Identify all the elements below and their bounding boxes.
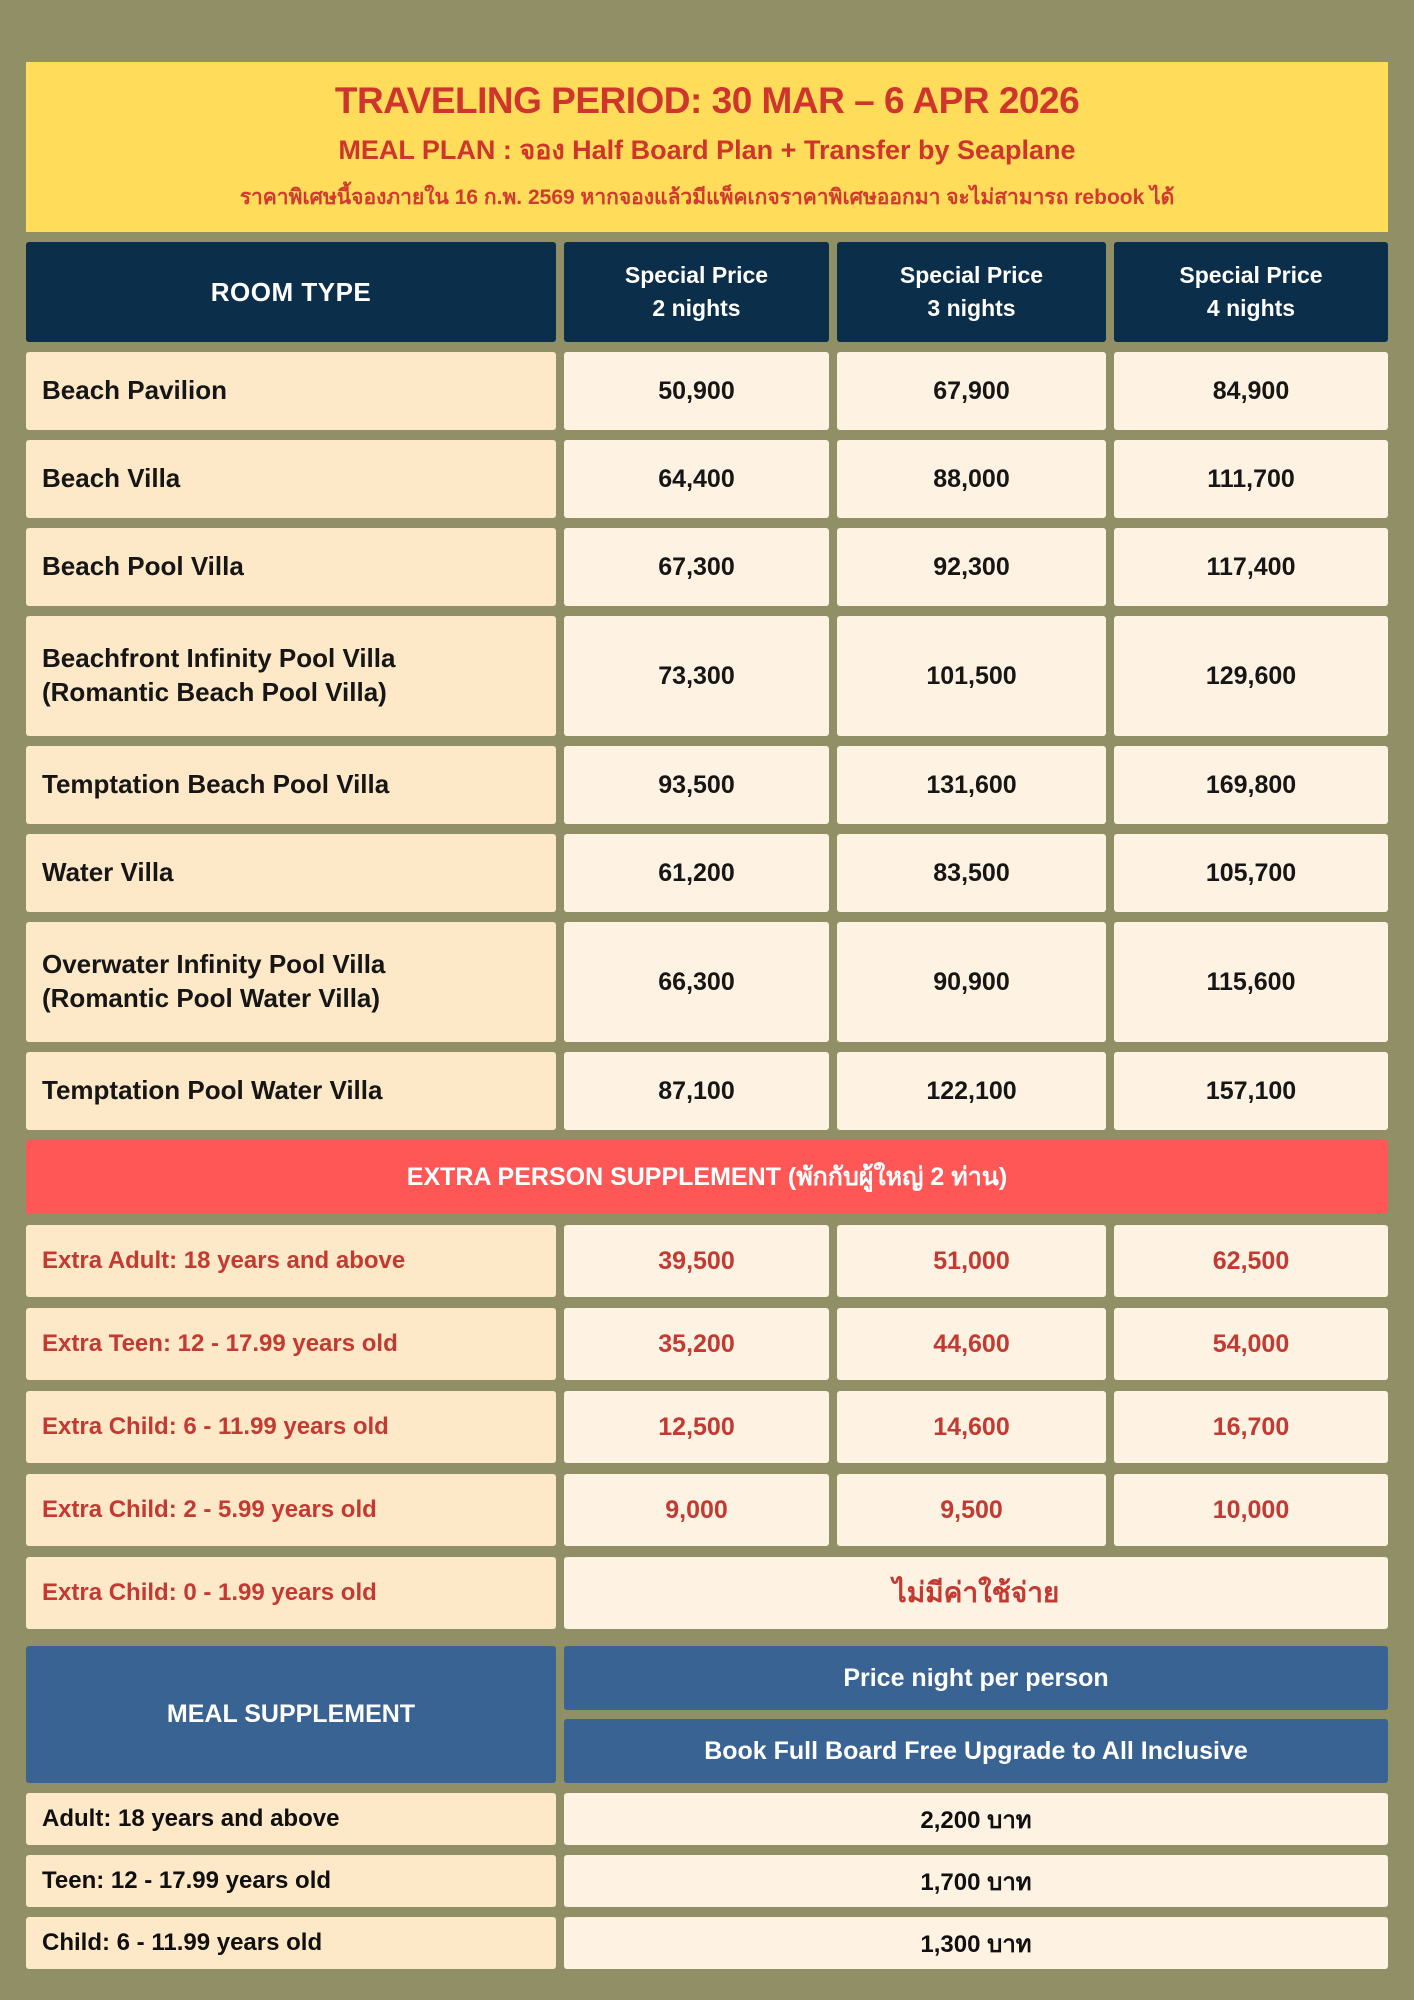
booking-condition-note: ราคาพิเศษนี้จองภายใน 16 ก.พ. 2569 หากจองแล้วมีแพ็คเกจราคาพิเศษออกมา จะไม่สามารถ rebook ได้: [239, 186, 1175, 209]
free-of-charge-cell: [564, 1557, 1388, 1629]
extra-price-cell: 51,000: [837, 1225, 1106, 1297]
extra-price-cell: 35,200: [564, 1308, 829, 1380]
meal-supplement-table: [26, 1793, 1388, 1969]
price-cell: 111,700: [1114, 440, 1388, 518]
price-cell: 64,400: [564, 440, 829, 518]
room-name: Temptation Beach Pool Villa: [42, 769, 390, 800]
price-cell: 169,800: [1114, 746, 1388, 824]
price-cell: 73,300: [564, 616, 829, 736]
room-name-cell: [26, 616, 556, 736]
room-name: Beach Villa: [42, 463, 181, 494]
free-of-charge-text: ไม่มีค่าใช้จ่าย: [892, 1577, 1060, 1608]
header-line-bottom: 4 nights: [1206, 295, 1296, 321]
extra-price-cell: 16,700: [1114, 1391, 1388, 1463]
header-line-bottom: 2 nights: [652, 295, 741, 321]
price-cell: 157,100: [1114, 1052, 1388, 1130]
room-name-cell: [26, 528, 556, 606]
meal-price-cell: 2,200 บาท: [564, 1793, 1388, 1845]
traveling-period-title: TRAVELING PERIOD: 30 MAR – 6 APR 2026: [334, 80, 1080, 121]
extra-label: Extra Child: 6 - 11.99 years old: [42, 1413, 389, 1440]
extra-person-banner-text: EXTRA PERSON SUPPLEMENT (พักกับผู้ใหญ่ 2 ท่าน): [406, 1163, 1008, 1191]
full-board-upgrade-cell: Book Full Board Free Upgrade to All Inclusive: [564, 1719, 1388, 1783]
price-cell: 101,500: [837, 616, 1106, 736]
price-cell: 50,900: [564, 352, 829, 430]
extra-person-table: [26, 1225, 1388, 1629]
extra-price-cell: 62,500: [1114, 1225, 1388, 1297]
meal-price-cell: 1,700 บาท: [564, 1855, 1388, 1907]
meal-price-cell: 1,300 บาท: [564, 1917, 1388, 1969]
extra-label: Extra Adult: 18 years and above: [42, 1247, 406, 1274]
column-header-2-nights: [564, 242, 829, 342]
extra-price-cell: 9,000: [564, 1474, 829, 1546]
meal-supplement-header: [26, 1646, 1388, 1783]
meal-supplement-title-cell: MEAL SUPPLEMENT: [26, 1646, 556, 1783]
price-cell: 61,200: [564, 834, 829, 912]
extra-price-cell: 10,000: [1114, 1474, 1388, 1546]
room-name-alt: (Romantic Beach Pool Villa): [42, 677, 387, 707]
extra-label: Extra Child: 2 - 5.99 years old: [42, 1496, 377, 1523]
extra-label: Extra Child: 0 - 1.99 years old: [42, 1579, 377, 1606]
extra-price-cell: 14,600: [837, 1391, 1106, 1463]
room-name: Beach Pavilion: [42, 375, 227, 406]
column-header-4-nights: [1114, 242, 1388, 342]
room-name-cell: [26, 352, 556, 430]
extra-label-cell: [26, 1474, 556, 1546]
room-name-cell: [26, 1052, 556, 1130]
room-name: Beachfront Infinity Pool Villa: [42, 643, 396, 674]
price-cell: 105,700: [1114, 834, 1388, 912]
extra-person-banner: [26, 1140, 1388, 1214]
room-name-alt: (Romantic Pool Water Villa): [42, 983, 381, 1013]
meal-label-cell: [26, 1793, 556, 1845]
extra-label: Extra Teen: 12 - 17.99 years old: [42, 1330, 398, 1357]
price-cell: 67,900: [837, 352, 1106, 430]
header-line-top: Special Price: [899, 261, 1044, 288]
meal-label-cell: [26, 1855, 556, 1907]
price-cell: 88,000: [837, 440, 1106, 518]
header-line-bottom: 3 nights: [927, 295, 1016, 321]
meal-label-cell: [26, 1917, 556, 1969]
extra-label-cell: [26, 1557, 556, 1629]
price-cell: 83,500: [837, 834, 1106, 912]
meal-label: Child: 6 - 11.99 years old: [42, 1929, 323, 1956]
header-line-top: Special Price: [1179, 261, 1323, 288]
room-name: Temptation Pool Water Villa: [42, 1075, 383, 1106]
room-name-cell: [26, 746, 556, 824]
room-price-table: [26, 242, 1388, 1130]
extra-label-cell: [26, 1308, 556, 1380]
extra-price-cell: 44,600: [837, 1308, 1106, 1380]
meal-plan-subtitle: MEAL PLAN : จอง Half Board Plan + Transfer by Seaplane: [338, 135, 1076, 165]
price-cell: 67,300: [564, 528, 829, 606]
room-name-cell: [26, 922, 556, 1042]
price-cell: 66,300: [564, 922, 829, 1042]
extra-price-cell: 39,500: [564, 1225, 829, 1297]
extra-label-cell: [26, 1391, 556, 1463]
price-cell: 122,100: [837, 1052, 1106, 1130]
price-sheet: [26, 0, 1388, 1969]
price-cell: 131,600: [837, 746, 1106, 824]
room-name: Overwater Infinity Pool Villa: [42, 949, 386, 980]
price-cell: 117,400: [1114, 528, 1388, 606]
extra-price-cell: 9,500: [837, 1474, 1106, 1546]
header-line-top: Special Price: [624, 261, 769, 288]
meal-label: Adult: 18 years and above: [42, 1805, 340, 1832]
price-cell: 90,900: [837, 922, 1106, 1042]
price-cell: 84,900: [1114, 352, 1388, 430]
extra-price-cell: 54,000: [1114, 1308, 1388, 1380]
price-night-per-person-cell: Price night per person: [564, 1646, 1388, 1710]
price-cell: 92,300: [837, 528, 1106, 606]
extra-price-cell: 12,500: [564, 1391, 829, 1463]
extra-label-cell: [26, 1225, 556, 1297]
room-name-cell: [26, 834, 556, 912]
price-cell: 87,100: [564, 1052, 829, 1130]
hero-banner: [26, 62, 1388, 232]
price-cell: 93,500: [564, 746, 829, 824]
room-name: Beach Pool Villa: [42, 551, 244, 582]
room-name-cell: [26, 440, 556, 518]
column-header-room-type: ROOM TYPE: [26, 242, 556, 342]
price-cell: 115,600: [1114, 922, 1388, 1042]
column-header-3-nights: [837, 242, 1106, 342]
price-cell: 129,600: [1114, 616, 1388, 736]
room-name: Water Villa: [42, 857, 174, 888]
meal-label: Teen: 12 - 17.99 years old: [42, 1867, 332, 1894]
